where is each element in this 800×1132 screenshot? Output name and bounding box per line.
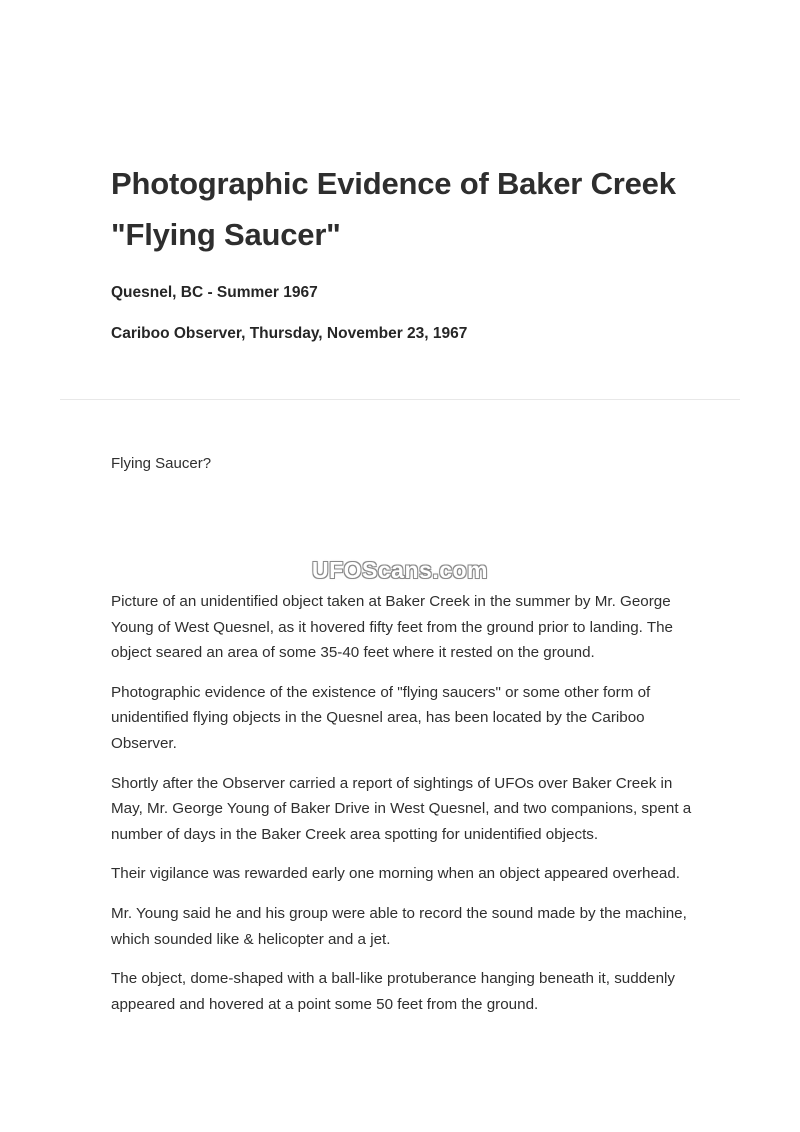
source-citation: Cariboo Observer, Thursday, November 23, 1967: [111, 325, 468, 342]
paragraph: Mr. Young said he and his group were able to record the sound made by the machine, which sounded like & helicopter and a jet.: [111, 904, 687, 948]
paragraph: Their vigilance was rewarded early one morning when an object appeared overhead.: [111, 865, 681, 883]
location-date: Quesnel, BC - Summer 1967: [111, 284, 318, 301]
paragraph: Shortly after the Observer carried a report of sightings of UFOs over Baker Creek in May, Mr. George Young of Baker Drive in West Quesnel, and two companions, spent a number of days in the Baker Creek area spotting for unidentified objects.: [111, 774, 692, 843]
article-body: [111, 589, 696, 1031]
paragraph: The object, dome-shaped with a ball-like protuberance hanging beneath it, suddenly appeared and hovered at a point some 50 feet from the ground.: [111, 970, 675, 1013]
article-header: [111, 158, 731, 342]
image-caption: Flying Saucer?: [111, 455, 212, 472]
section-divider: [60, 399, 740, 400]
watermark: UFOScans.com: [312, 557, 488, 583]
paragraph: Picture of an unidentified object taken at Baker Creek in the summer by Mr. George Young of West Quesnel, as it hovered fifty feet from the ground prior to landing. The object seared an area of some 35-40 feet where it rested on the ground.: [111, 593, 673, 662]
paragraph: Photographic evidence of the existence of "flying saucers" or some other form of unidentified flying objects in the Quesnel area, has been located by the Cariboo Observer.: [111, 683, 651, 752]
article-title: Photographic Evidence of Baker Creek "Flying Saucer": [111, 166, 676, 252]
